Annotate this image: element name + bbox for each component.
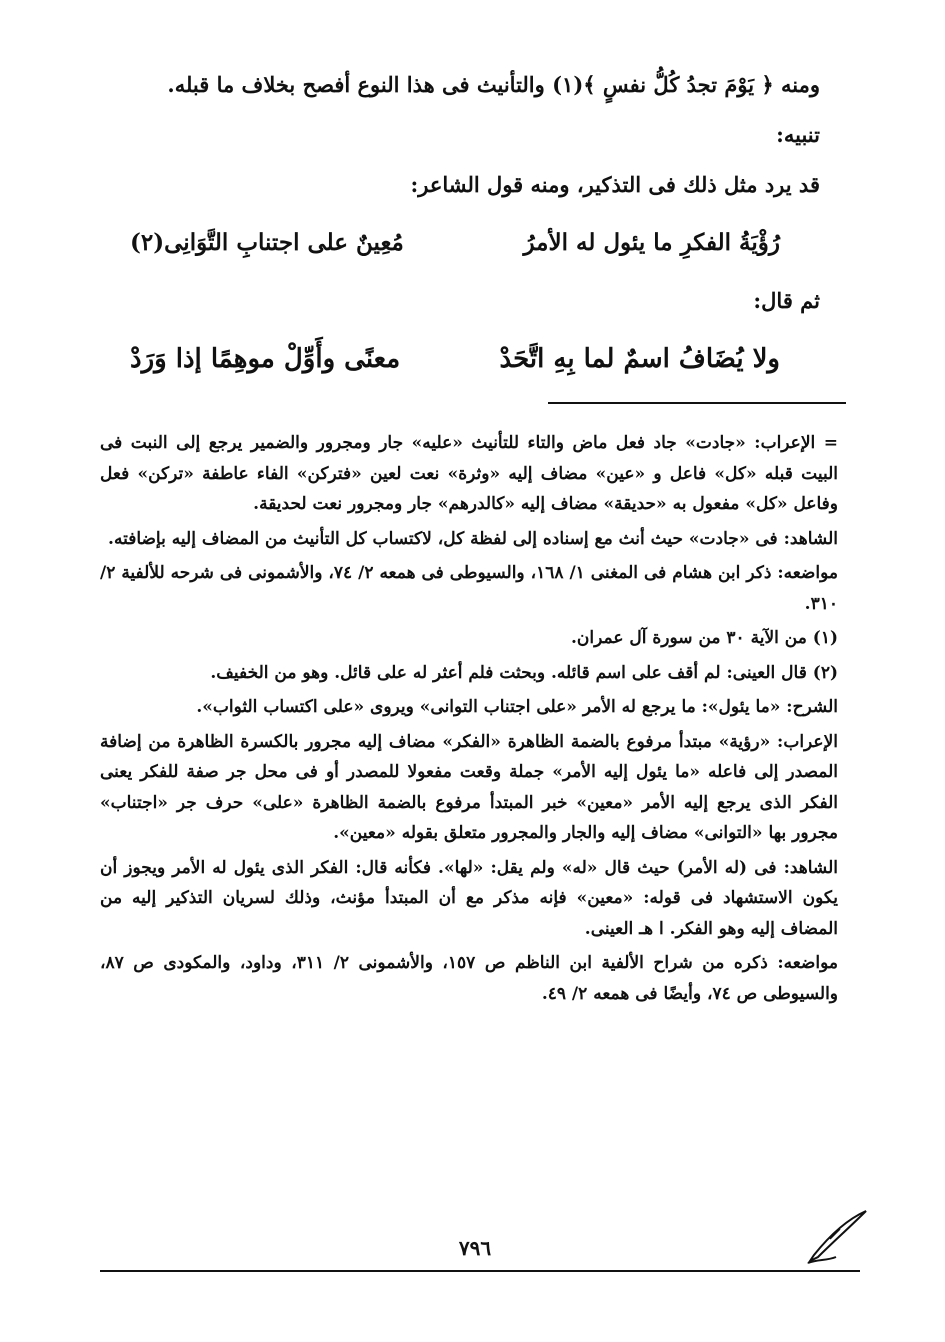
footnote-paragraph: الشرح: «ما يئول»: ما يرجع له الأمر «على اجتناب التوانى» ويروى «على اكتساب الثواب». [196,697,838,717]
main-text [100,60,820,392]
verse-hemistich-second: مُعِينٌ على اجتنابِ التَّوَانِى(٢) [130,229,404,256]
main-line: ومنه ﴿ يَوْمَ تجدُ كُلُّ نفسٍ ﴾(١) والتأنيث فى هذا النوع أفصح بخلاف ما قبله. [167,72,820,97]
verse-hemistich-second: معنًى وأَوِّلْ موهِمًا إذا وَرَدْ [130,344,401,374]
footnote-paragraph: مواضعه: ذكر ابن هشام فى المغنى ١/ ١٦٨، والسيوطى فى همعه ٢/ ٧٤، والأشمونى فى شرحه للألفية ٢/ ٣١٠. [100,563,838,614]
footnote-2: (٢) قال العينى: لم أقف على اسم قائله. وبحثت فلم أعثر له على قائل. وهو من الخفيف. [210,662,838,683]
verse-line [100,218,820,268]
verse-line [100,334,820,384]
footnote-paragraph: الإعراب: «رؤية» مبتدأ مرفوع بالضمة الظاهرة «الفكر» مضاف إليه مجرور بالكسرة الظاهرة من إضافة المصدر إلى فاعله «ما يئول إليه الأمر» جملة وقعت مفعولا للمصدر أو فى محل جر صفة للفكر يعنى الفكر الذى يرجع إليه الأمر «معين» خبر المبتدأ مرفوع بالضمة الظاهرة «على» حرف جر «اجتناب» مجرور بها «التوانى» مضاف إليه والجار والمجرور متعلق بقوله «معين». [100,731,838,843]
footnote-separator [548,402,846,404]
page-bottom-rule [100,1270,860,1272]
verse-hemistich-first: رُؤْيَةُ الفكرِ ما يئول له الأمرُ [523,229,780,256]
verse-hemistich-first: ولا يُضَافُ اسمٌ لما بِهِ اتَّحَدْ [499,344,780,374]
main-line: قد يرد مثل ذلك فى التذكير، ومنه قول الشاعر: [410,172,820,197]
footnote-paragraph: = الإعراب: «جادت» جاد فعل ماض والتاء للتأنيث «عليه» جار ومجرور والضمير يرجع إلى النبت فى البيت قبله «كل» فاعل و «عين» مضاف إليه «وثرة» نعت لعين «فتركن» الفاء عاطفة «تركن» فعل وفاعل «كل» مفعول به «حديقة» مضاف إليه «كالدرهم» جار ومجرور نعت لحديقة. [100,433,838,514]
footnote-paragraph: الشاهد: فى (له الأمر) حيث قال «له» ولم يقل: «لها». فكأنه قال: الفكر الذى يئول له الأمر ويجوز أن يكون الاستشهاد فى قوله: «معين» فإنه مذكر مع أن المبتدأ مؤنث، وذلك لسريان التذكير إليه من المضاف إليه وهو الفكر. ا هـ العينى. [100,857,838,939]
quill-pen-icon [800,1205,870,1265]
footnote-paragraph: مواضعه: ذكره من شراح الألفية ابن الناظم ص ١٥٧، والأشمونى ٢/ ٣١١، وداود، والمكودى ص ٨٧، والسيوطى ص ٧٤، وأيضًا فى همعه ٢/ ٤٩. [100,953,838,1004]
main-line: ثم قال: [753,288,820,313]
page-number: ٧٩٦ [458,1236,492,1260]
footnote-paragraph: الشاهد: فى «جادت» حيث أنث مع إسناده إلى لفظة كل، لاكتساب كل التأنيث من المضاف إليه بإضافته. [108,528,838,549]
footnote-1: (١) من الآية ٣٠ من سورة آل عمران. [571,628,838,648]
section-heading: تنبيه: [776,122,820,147]
main-body [100,60,820,384]
footnotes [100,428,838,1013]
